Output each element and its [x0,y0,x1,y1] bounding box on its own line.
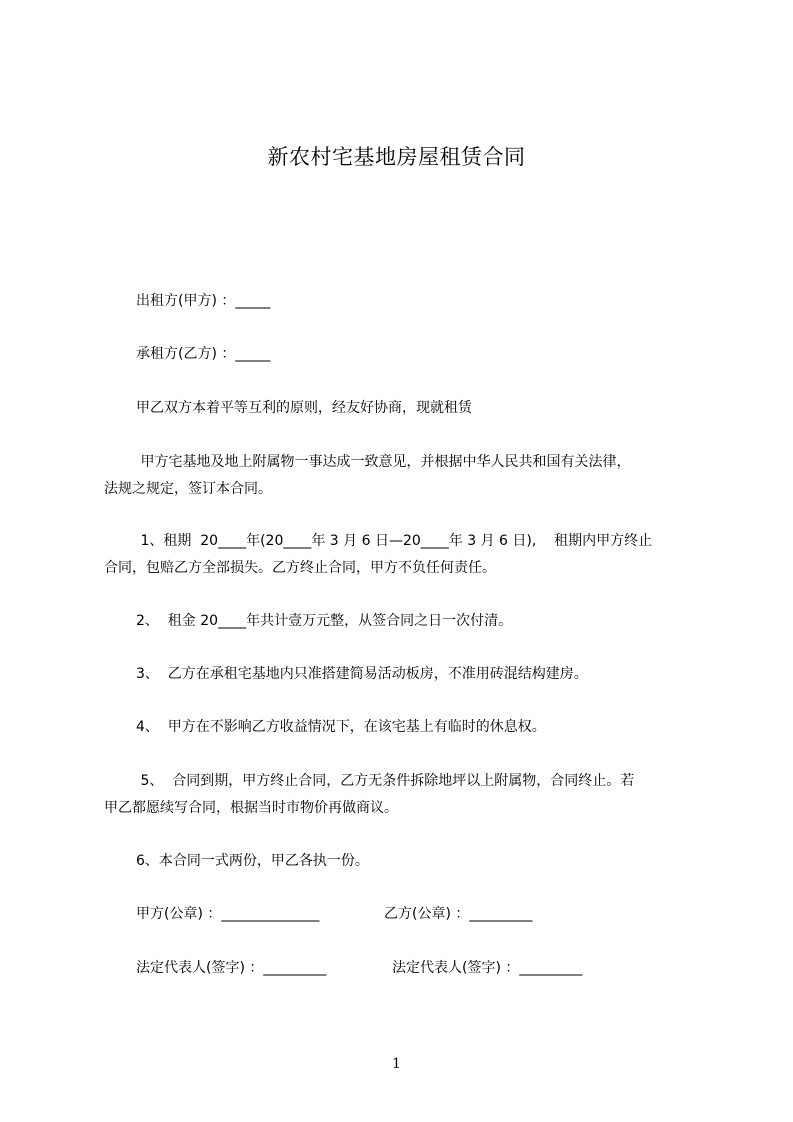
clause-6: 6、本合同一式两份，甲乙各执一份。 [136,853,369,869]
clause-1-line-1: 1、租期 20____年(20____年 3 月 6 日—20____年 3 月 6 日), 租期内甲方终止 [136,533,653,549]
clause-2: 2、 租金 20____年共计壹万元整，从签合同之日一次付清。 [136,613,513,629]
preamble-line-3: 法规之规定，签订本合同。 [104,481,272,497]
seal-party-a: 甲方(公章) ：______________ [136,906,320,922]
clause-1-line-2: 合同，包赔乙方全部损失。乙方终止合同，甲方不负任何责任。 [104,560,496,576]
seal-party-b: 乙方(公章) ：_________ [384,906,533,922]
preamble-line-2: 甲方宅基地及地上附属物一事达成一致意见，并根据中华人民共和国有关法律， [136,454,631,470]
representative-party-b: 法定代表人(签字) ：_________ [392,960,583,976]
clause-5-line-1: 5、 合同到期，甲方终止合同，乙方无条件拆除地坪以上附属物，合同终止。若 [136,773,635,789]
clause-3: 3、 乙方在承租宅基地内只准搭建简易活动板房，不准用砖混结构建房。 [136,666,588,682]
page-number: 1 [392,1056,401,1072]
document-title: 新农村宅基地房屋租赁合同 [267,145,526,169]
clause-4: 4、 甲方在不影响乙方收益情况下，在该宅基上有临时的休息权。 [136,719,546,735]
clause-5-line-2: 甲乙都愿续写合同，根据当时市物价再做商议。 [104,800,398,816]
lessee-line: 承租方(乙方) ：_____ [136,346,271,362]
representative-party-a: 法定代表人(签字) ：_________ [136,960,327,976]
preamble-line-1: 甲乙双方本着平等互利的原则，经友好协商，现就租赁 [136,400,472,416]
lessor-line: 出租方(甲方) ：_____ [136,293,271,309]
